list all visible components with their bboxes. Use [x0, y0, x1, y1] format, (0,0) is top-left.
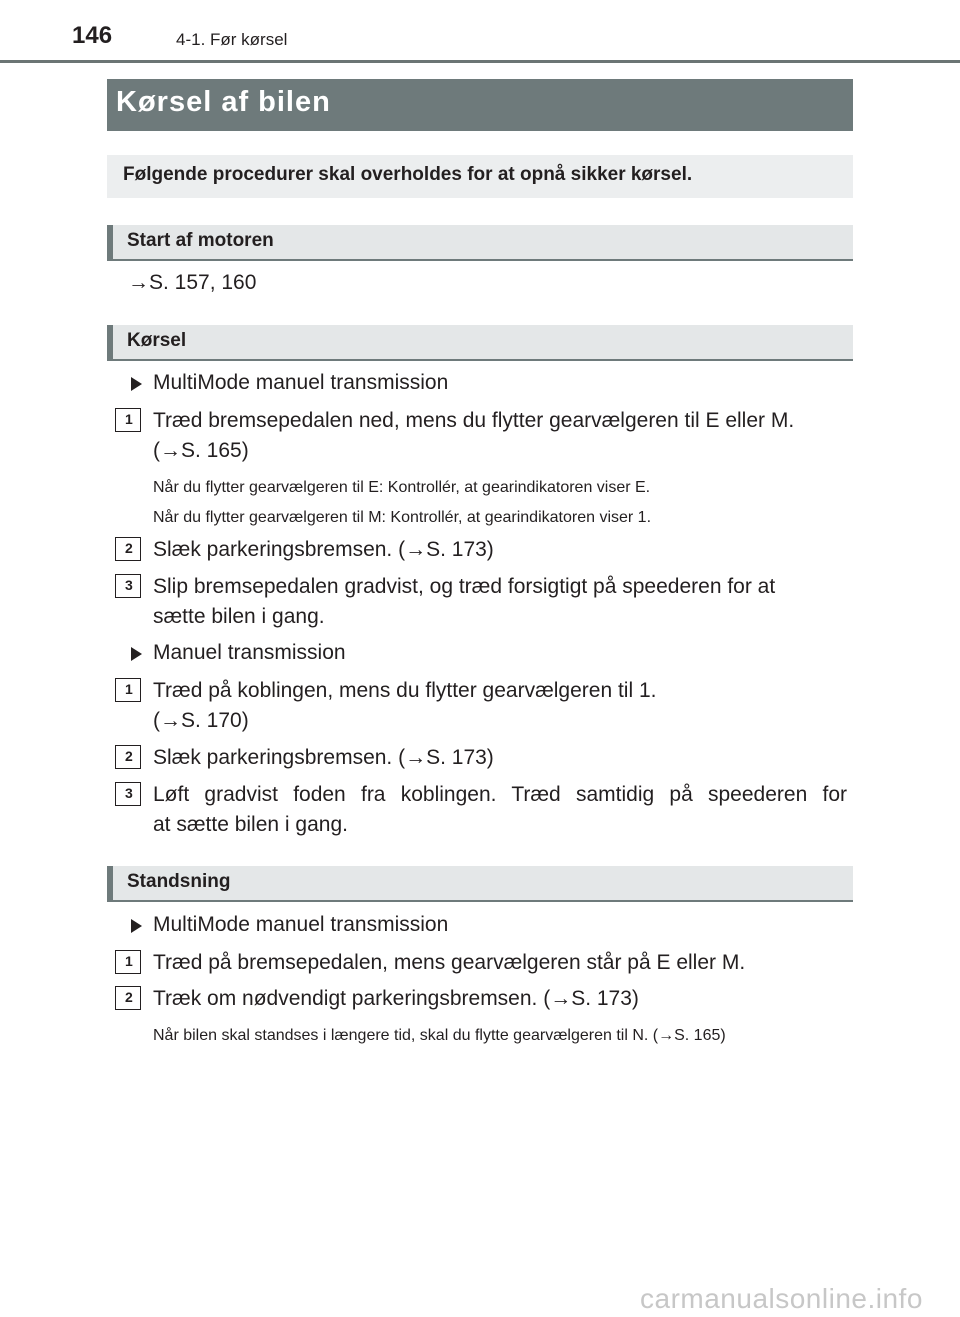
heading-label: Start af motoren [127, 230, 274, 251]
step-text: Slæk parkeringsbremsen. (→S. 173) [153, 538, 494, 561]
subheading-multimode: MultiMode manuel transmission [153, 371, 449, 394]
step-number-badge [115, 574, 141, 598]
step-text: at sætte bilen i gang. [153, 813, 348, 836]
header-divider [0, 60, 960, 63]
step-number-badge [115, 782, 141, 806]
watermark: carmanualsonline.info [640, 1283, 923, 1314]
triangle-bullet-icon [131, 647, 142, 661]
step-text: (→S. 165) [153, 439, 249, 462]
step-number-badge [115, 950, 141, 974]
note-text: Når du flytter gearvælgeren til E: Kontrollér, at gearindikatoren viser E. [153, 479, 651, 496]
note-text: Når du flytter gearvælgeren til M: Kontrollér, at gearindikatoren viser 1. [153, 509, 652, 526]
step-number-badge [115, 986, 141, 1010]
step-number: 2 [125, 540, 133, 556]
step-text: Træd på bremsepedalen, mens gearvælgeren står på E eller M. [153, 951, 746, 974]
section-title: Kørsel af bilen [116, 86, 331, 118]
step-number: 1 [125, 681, 133, 697]
heading-stopping [107, 866, 853, 902]
step-text: sætte bilen i gang. [153, 605, 325, 628]
step-number: 2 [125, 989, 133, 1005]
step-text: Slæk parkeringsbremsen. (→S. 173) [153, 746, 494, 769]
step-text: Træd bremsepedalen ned, mens du flytter gearvælgeren til E eller M. [153, 409, 795, 432]
section-title-bar [107, 79, 853, 131]
intro-text: Følgende procedurer skal overholdes for at opnå sikker kørsel. [123, 164, 693, 185]
step-number: 1 [125, 953, 133, 969]
step-text: Slip bremsepedalen gradvist, og træd forsigtigt på speederen for at [153, 575, 776, 598]
step-number-badge [115, 745, 141, 769]
triangle-bullet-icon [131, 919, 142, 933]
note-text: Når bilen skal standses i længere tid, skal du flytte gearvælgeren til N. (→S. 165) [153, 1027, 726, 1044]
step-text: Løft gradvist foden fra koblingen. Træd samtidig på speederen for [153, 783, 847, 806]
heading-accent-bar [107, 225, 113, 261]
step-text: (→S. 170) [153, 709, 249, 732]
step-number: 2 [125, 748, 133, 764]
heading-start-engine [107, 225, 853, 261]
heading-label: Standsning [127, 871, 231, 892]
step-number-badge [115, 678, 141, 702]
triangle-bullet-icon [131, 377, 142, 391]
chapter-title: 4-1. Før kørsel [176, 30, 288, 49]
step-number-badge [115, 408, 141, 432]
intro-box [107, 155, 853, 198]
subheading-manual: Manuel transmission [153, 641, 346, 664]
start-page-reference: →S. 157, 160 [128, 271, 257, 294]
step-number-badge [115, 537, 141, 561]
heading-driving [107, 325, 853, 361]
step-number: 3 [125, 577, 133, 593]
heading-accent-bar [107, 325, 113, 361]
page-number: 146 [72, 22, 113, 49]
step-number: 1 [125, 411, 133, 427]
subheading-multimode: MultiMode manuel transmission [153, 913, 449, 936]
heading-label: Kørsel [127, 330, 187, 351]
step-number: 3 [125, 785, 133, 801]
heading-accent-bar [107, 866, 113, 902]
step-text: Træd på koblingen, mens du flytter gearvælgeren til 1. [153, 679, 657, 702]
step-text: Træk om nødvendigt parkeringsbremsen. (→S. 173) [153, 987, 639, 1010]
